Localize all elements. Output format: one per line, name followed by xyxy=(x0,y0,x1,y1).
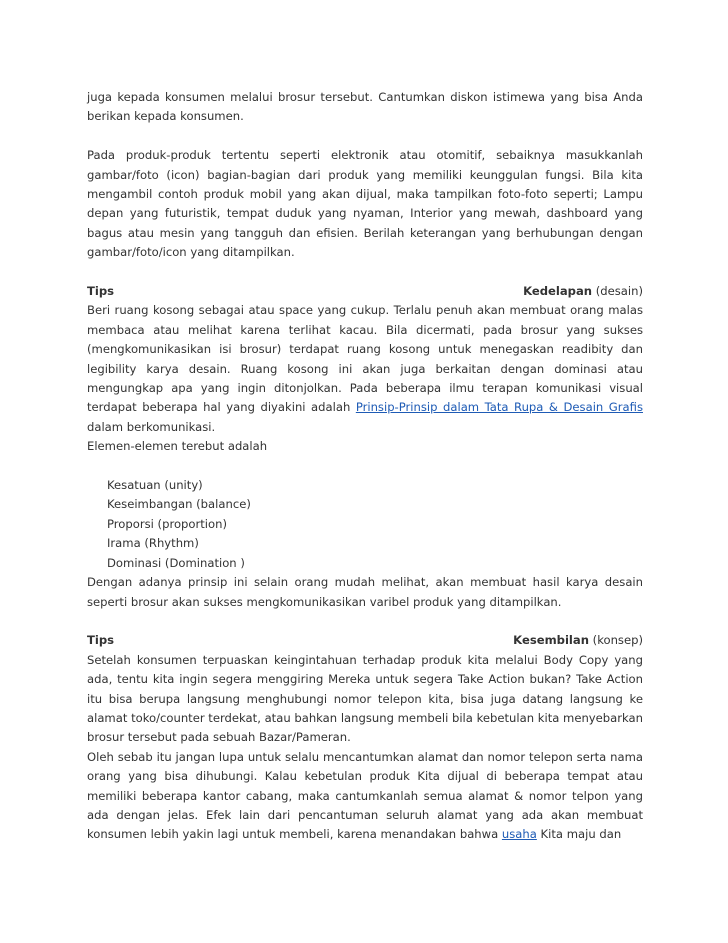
list-item: Proporsi (proportion) xyxy=(107,516,227,531)
spacer xyxy=(87,263,643,282)
elements-intro: Elemen-elemen terebut adalah xyxy=(87,439,268,454)
tip9-title-rest: (konsep) xyxy=(588,633,643,648)
spacer xyxy=(87,612,643,631)
tip8-heading xyxy=(87,282,643,301)
tip8-tips-label: Tips xyxy=(87,284,115,299)
tip9-tips-label: Tips xyxy=(87,633,115,648)
tip8-body-tail: dalam berkomunikasi. xyxy=(87,419,216,434)
list-item: Dominasi (Domination ) xyxy=(107,555,245,570)
prinsip-desain-link[interactable]: Prinsip-Prinsip dalam Tata Rupa & Desain Grafis xyxy=(355,400,643,415)
tip8-title-rest: (desain) xyxy=(592,284,643,299)
intro-paragraph-2: Pada produk-produk tertentu seperti elektronik atau otomitif, sebaiknya masukkanlah gambar/foto (icon) bagian-bagian dari produk yang memiliki keunggulan fungsi. Bila kita mengambil contoh produk mobil yang akan dijual, maka tampilkan foto-foto seperti; Lampu depan yang futuristik, tempat duduk yang nyaman, Interior yang mewah, dashboard yang bagus atau mesin yang tangguh dan efisien. Berilah keterangan yang berhubungan dengan gambar/foto/icon yang ditampilkan. xyxy=(87,148,643,260)
elements-list xyxy=(87,476,643,573)
document-page xyxy=(87,88,643,845)
intro-paragraph-1: juga kepada konsumen melalui brosur tersebut. Cantumkan diskon istimewa yang bisa Anda berikan kepada konsumen. xyxy=(87,90,643,124)
tip8-title-bold: Kedelapan xyxy=(523,284,593,299)
usaha-link[interactable]: usaha xyxy=(501,827,537,842)
spacer xyxy=(87,127,643,146)
tip9-paragraph-1: Setelah konsumen terpuaskan keingintahuan terhadap produk kita melalui Body Copy yang ada, tentu kita ingin segera menggiring Mereka untuk segera Take Action bukan? Take Action itu bisa berupa langsung menghubungi nomor telepon kita, bisa juga datang langsung ke alamat toko/counter terdekat, atau bahkan langsung membeli bila kebetulan kita menyebarkan brosur tersebut pada sebuah Bazar/Pameran. xyxy=(87,652,643,745)
tip9-paragraph-2 xyxy=(87,748,643,845)
list-item: Irama (Rhythm) xyxy=(107,536,199,551)
list-item: Kesatuan (unity) xyxy=(107,478,203,493)
tip8-closing: Dengan adanya prinsip ini selain orang mudah melihat, akan membuat hasil karya desain seperti brosur akan sukses mengkomunikasikan varibel produk yang ditampilkan. xyxy=(87,575,643,609)
tip9-p2-tail: Kita maju dan xyxy=(536,827,622,842)
tip8-body-text: Beri ruang kosong sebagai atau space yang cukup. Terlalu penuh akan membuat orang malas membaca atau melihat karena terlihat kacau. Bila dicermati, pada brosur yang sukses (mengkomunikasikan isi brosur) terdapat ruang kosong untuk menegaskan readibity dan legibility karya desain. Ruang kosong ini akan juga berkaitan dengan dominasi atau mengungkap apa yang ingin ditonjolkan. Pada beberapa ilmu terapan komunikasi visual terdapat beberapa hal yang diyakini adalah xyxy=(87,303,643,415)
list-item: Keseimbangan (balance) xyxy=(107,497,251,512)
tip9-heading xyxy=(87,631,643,650)
tip9-title-bold: Kesembilan xyxy=(513,633,589,648)
spacer xyxy=(87,457,643,476)
tip8-body xyxy=(87,301,643,437)
tip8-title xyxy=(523,282,643,301)
tip9-p2-text: Oleh sebab itu jangan lupa untuk selalu mencantumkan alamat dan nomor telepon serta nama orang yang bisa dihubungi. Kalau kebetulan produk Kita dijual di beberapa tempat atau memiliki beberapa kantor cabang, maka cantumkanlah semua alamat & nomor telpon yang ada dengan jelas. Efek lain dari pencantuman seluruh alamat yang ada akan membuat konsumen lebih yakin lagi untuk membeli, karena menandakan bahwa xyxy=(87,749,643,842)
tip9-title xyxy=(513,631,643,650)
